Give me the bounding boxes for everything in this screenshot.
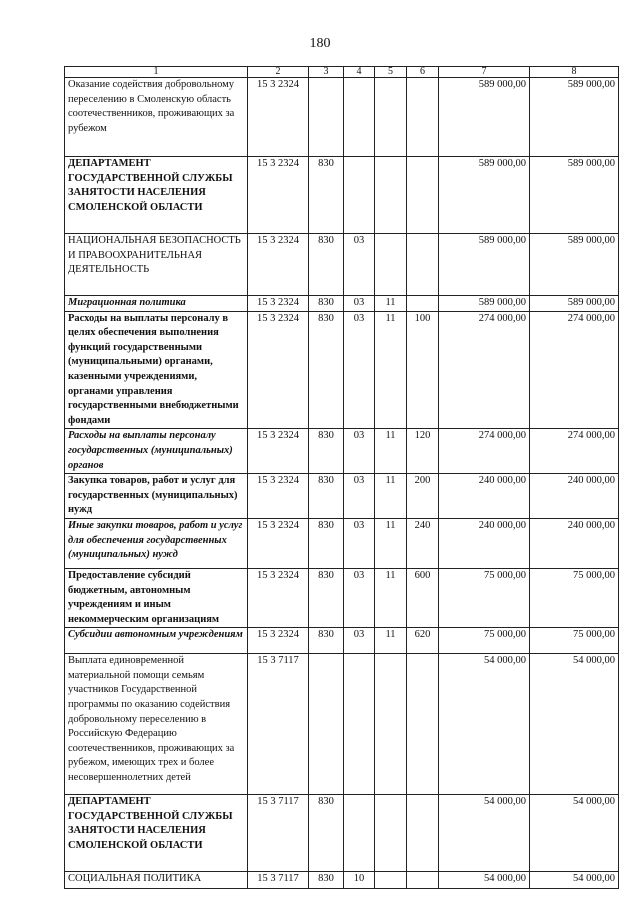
table-row	[65, 474, 619, 519]
target-code-cell: 15 3 2324	[248, 628, 309, 654]
section-code-cell: 03	[344, 518, 375, 568]
table-row	[65, 157, 619, 234]
item-name-cell: НАЦИОНАЛЬНАЯ БЕЗОПАСНОСТЬ И ПРАВООХРАНИТЕЛЬНАЯ ДЕЯТЕЛЬНОСТЬ	[65, 234, 248, 296]
header-row	[65, 67, 619, 78]
ministry-code-cell: 830	[309, 474, 344, 519]
item-name-cell: Оказание содействия добровольному переселению в Смоленскую область соотечественников, проживающих за рубежом	[65, 78, 248, 157]
expense-type-cell	[407, 234, 439, 296]
ministry-code-cell: 830	[309, 628, 344, 654]
amount-cell: 589 000,00	[439, 78, 530, 157]
expense-type-cell	[407, 78, 439, 157]
expense-type-cell	[407, 795, 439, 872]
expense-type-cell	[407, 872, 439, 889]
amount-total-cell: 589 000,00	[530, 157, 619, 234]
ministry-code-cell: 830	[309, 795, 344, 872]
table-row	[65, 568, 619, 627]
item-name-cell: Субсидии автономным учреждениям	[65, 628, 248, 654]
table-row	[65, 628, 619, 654]
amount-total-cell: 75 000,00	[530, 568, 619, 627]
amount-total-cell: 240 000,00	[530, 518, 619, 568]
item-name-cell: Расходы на выплаты персоналу государственных (муниципальных) органов	[65, 429, 248, 474]
subsection-code-cell	[375, 654, 407, 795]
item-name-cell: Иные закупки товаров, работ и услуг для обеспечения государственных (муниципальных) нужд	[65, 518, 248, 568]
amount-cell: 240 000,00	[439, 474, 530, 519]
section-code-cell: 03	[344, 234, 375, 296]
ministry-code-cell	[309, 654, 344, 795]
item-name-cell: Расходы на выплаты персоналу в целях обеспечения выполнения функций государственными (муниципальными) органами, казенными учреждениями, органами управления государственными внебюджетными фондами	[65, 311, 248, 429]
amount-cell: 589 000,00	[439, 296, 530, 312]
target-code-cell: 15 3 2324	[248, 157, 309, 234]
section-code-cell	[344, 78, 375, 157]
header-col-2: 2	[248, 67, 309, 78]
header-col-4: 4	[344, 67, 375, 78]
table-row	[65, 518, 619, 568]
amount-cell: 589 000,00	[439, 234, 530, 296]
section-code-cell	[344, 157, 375, 234]
target-code-cell: 15 3 2324	[248, 78, 309, 157]
subsection-code-cell: 11	[375, 311, 407, 429]
amount-total-cell: 589 000,00	[530, 234, 619, 296]
header-col-5: 5	[375, 67, 407, 78]
section-code-cell: 10	[344, 872, 375, 889]
amount-total-cell: 274 000,00	[530, 429, 619, 474]
amount-cell: 240 000,00	[439, 518, 530, 568]
subsection-code-cell: 11	[375, 628, 407, 654]
target-code-cell: 15 3 2324	[248, 518, 309, 568]
target-code-cell: 15 3 2324	[248, 234, 309, 296]
ministry-code-cell: 830	[309, 311, 344, 429]
subsection-code-cell	[375, 872, 407, 889]
subsection-code-cell: 11	[375, 429, 407, 474]
table-row	[65, 429, 619, 474]
amount-total-cell: 589 000,00	[530, 78, 619, 157]
amount-total-cell: 274 000,00	[530, 311, 619, 429]
amount-total-cell: 54 000,00	[530, 795, 619, 872]
subsection-code-cell: 11	[375, 518, 407, 568]
ministry-code-cell: 830	[309, 234, 344, 296]
ministry-code-cell: 830	[309, 296, 344, 312]
amount-total-cell: 240 000,00	[530, 474, 619, 519]
item-name-cell: Закупка товаров, работ и услуг для государственных (муниципальных) нужд	[65, 474, 248, 519]
target-code-cell: 15 3 2324	[248, 296, 309, 312]
target-code-cell: 15 3 2324	[248, 429, 309, 474]
expense-type-cell: 200	[407, 474, 439, 519]
section-code-cell: 03	[344, 311, 375, 429]
ministry-code-cell: 830	[309, 568, 344, 627]
section-code-cell: 03	[344, 429, 375, 474]
target-code-cell: 15 3 2324	[248, 568, 309, 627]
header-col-3: 3	[309, 67, 344, 78]
section-code-cell	[344, 654, 375, 795]
amount-total-cell: 54 000,00	[530, 872, 619, 889]
expense-type-cell: 100	[407, 311, 439, 429]
subsection-code-cell	[375, 795, 407, 872]
subsection-code-cell	[375, 234, 407, 296]
target-code-cell: 15 3 2324	[248, 474, 309, 519]
table-row	[65, 311, 619, 429]
expense-type-cell: 620	[407, 628, 439, 654]
item-name-cell: Выплата единовременной материальной помощи семьям участников Государственной программы по оказанию содействия добровольному переселению в Российскую Федерацию соотечественников, проживающих за рубежом, имеющих трех и более несовершеннолетних детей	[65, 654, 248, 795]
item-name-cell: Предоставление субсидий бюджетным, автономным учреждениям и иным некоммерческим организациям	[65, 568, 248, 627]
target-code-cell: 15 3 7117	[248, 795, 309, 872]
table-row	[65, 78, 619, 157]
section-code-cell: 03	[344, 568, 375, 627]
header-col-6: 6	[407, 67, 439, 78]
ministry-code-cell: 830	[309, 157, 344, 234]
table-row	[65, 234, 619, 296]
amount-cell: 589 000,00	[439, 157, 530, 234]
expense-type-cell: 120	[407, 429, 439, 474]
ministry-code-cell: 830	[309, 872, 344, 889]
expense-type-cell	[407, 296, 439, 312]
header-col-1: 1	[65, 67, 248, 78]
section-code-cell: 03	[344, 296, 375, 312]
item-name-cell: ДЕПАРТАМЕНТ ГОСУДАРСТВЕННОЙ СЛУЖБЫ ЗАНЯТОСТИ НАСЕЛЕНИЯ СМОЛЕНСКОЙ ОБЛАСТИ	[65, 795, 248, 872]
ministry-code-cell: 830	[309, 518, 344, 568]
subsection-code-cell	[375, 78, 407, 157]
section-code-cell: 03	[344, 474, 375, 519]
subsection-code-cell: 11	[375, 568, 407, 627]
item-name-cell: СОЦИАЛЬНАЯ ПОЛИТИКА	[65, 872, 248, 889]
table-row	[65, 872, 619, 889]
expense-type-cell: 240	[407, 518, 439, 568]
item-name-cell: Миграционная политика	[65, 296, 248, 312]
amount-cell: 274 000,00	[439, 429, 530, 474]
table-row	[65, 296, 619, 312]
amount-cell: 75 000,00	[439, 628, 530, 654]
expense-type-cell	[407, 654, 439, 795]
target-code-cell: 15 3 2324	[248, 311, 309, 429]
amount-total-cell: 75 000,00	[530, 628, 619, 654]
page-number: 180	[309, 36, 331, 51]
amount-cell: 54 000,00	[439, 795, 530, 872]
expense-type-cell	[407, 157, 439, 234]
header-col-8: 8	[530, 67, 619, 78]
amount-cell: 54 000,00	[439, 872, 530, 889]
amount-cell: 75 000,00	[439, 568, 530, 627]
amount-total-cell: 54 000,00	[530, 654, 619, 795]
table-row	[65, 654, 619, 795]
budget-table	[64, 66, 619, 889]
amount-cell: 274 000,00	[439, 311, 530, 429]
subsection-code-cell: 11	[375, 296, 407, 312]
section-code-cell	[344, 795, 375, 872]
subsection-code-cell: 11	[375, 474, 407, 519]
amount-cell: 54 000,00	[439, 654, 530, 795]
target-code-cell: 15 3 7117	[248, 654, 309, 795]
subsection-code-cell	[375, 157, 407, 234]
expense-type-cell: 600	[407, 568, 439, 627]
ministry-code-cell: 830	[309, 429, 344, 474]
table-row	[65, 795, 619, 872]
header-col-7: 7	[439, 67, 530, 78]
amount-total-cell: 589 000,00	[530, 296, 619, 312]
section-code-cell: 03	[344, 628, 375, 654]
target-code-cell: 15 3 7117	[248, 872, 309, 889]
item-name-cell: ДЕПАРТАМЕНТ ГОСУДАРСТВЕННОЙ СЛУЖБЫ ЗАНЯТОСТИ НАСЕЛЕНИЯ СМОЛЕНСКОЙ ОБЛАСТИ	[65, 157, 248, 234]
ministry-code-cell	[309, 78, 344, 157]
